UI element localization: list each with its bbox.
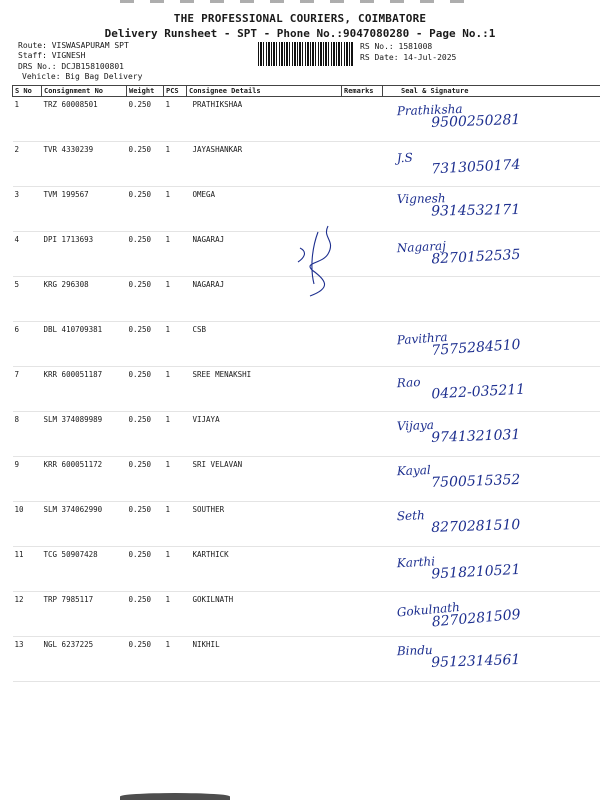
signature-phone: 9518210521 (430, 561, 521, 583)
table-row (13, 412, 600, 457)
handwritten-signature (396, 367, 600, 405)
row-weight: 0.250 (127, 142, 164, 187)
row-pcs: 1 (164, 97, 187, 142)
runsheet-subtitle: Delivery Runsheet - SPT - Phone No.:9047080280 - Page No.:1 (104, 27, 496, 40)
row-signature (383, 367, 600, 412)
handwritten-scrawl (292, 218, 342, 303)
signature-phone: 9512314561 (430, 651, 521, 671)
row-signature (383, 97, 600, 142)
row-weight: 0.250 (127, 502, 164, 547)
signature-name: Prathiksha (396, 101, 463, 119)
row-pcs: 1 (164, 502, 187, 547)
row-pcs: 1 (164, 412, 187, 457)
signature-phone: 9741321031 (430, 426, 521, 446)
row-signature (383, 637, 600, 682)
row-sno: 13 (13, 637, 42, 682)
signature-name: Seth (396, 508, 425, 524)
handwritten-signature (396, 142, 600, 180)
row-sno: 6 (13, 322, 42, 367)
signature-name: Kayal (396, 463, 431, 479)
signature-phone: 8270152535 (430, 246, 521, 268)
row-sno: 9 (13, 457, 42, 502)
row-signature (383, 322, 600, 367)
row-pcs: 1 (164, 367, 187, 412)
table-row (13, 592, 600, 637)
row-consignee: SOUTHER (187, 502, 342, 547)
col-signature: Seal & Signature (383, 86, 600, 97)
col-sno: S No (13, 86, 42, 97)
row-consignment: TVM 199567 (42, 187, 127, 232)
row-signature (383, 277, 600, 322)
row-consignee: CSB (187, 322, 342, 367)
row-consignment: TCG 50907428 (42, 547, 127, 592)
table-row (13, 97, 600, 142)
signature-phone: 0422-035211 (430, 381, 526, 403)
row-weight: 0.250 (127, 457, 164, 502)
handwritten-signature (396, 188, 600, 220)
signature-name: Vignesh (396, 191, 446, 207)
table-row (13, 502, 600, 547)
rs-number: RS No.: 1581008 (360, 42, 433, 51)
row-remarks (342, 592, 383, 637)
row-consignment: DPI 1713693 (42, 232, 127, 277)
row-remarks (342, 187, 383, 232)
row-weight: 0.250 (127, 637, 164, 682)
signature-name: Karthi (395, 554, 435, 571)
row-weight: 0.250 (127, 97, 164, 142)
row-signature (383, 142, 600, 187)
handwritten-signature (396, 412, 600, 448)
row-sno: 1 (13, 97, 42, 142)
row-consignee: PRATHIKSHAA (187, 97, 342, 142)
row-pcs: 1 (164, 637, 187, 682)
row-sno: 12 (13, 592, 42, 637)
col-pcs: PCS (164, 86, 187, 97)
row-remarks (342, 277, 383, 322)
row-consignment: SLM 374062990 (42, 502, 127, 547)
company-title: THE PROFESSIONAL COURIERS, COIMBATORE (173, 12, 427, 25)
row-pcs: 1 (164, 547, 187, 592)
row-signature (383, 187, 600, 232)
table-row (13, 367, 600, 412)
row-consignment: KRG 296308 (42, 277, 127, 322)
handwritten-signature (396, 232, 600, 270)
handwritten-signature (396, 592, 600, 634)
row-sno: 4 (13, 232, 42, 277)
col-consignee: Consignee Details (187, 86, 342, 97)
row-consignee: GOKILNATH (187, 592, 342, 637)
row-sno: 7 (13, 367, 42, 412)
signature-phone: 8270281509 (430, 606, 521, 631)
col-remarks: Remarks (342, 86, 383, 97)
handwritten-signature (396, 547, 600, 585)
table-row (13, 637, 600, 682)
row-sno: 8 (13, 412, 42, 457)
row-remarks (342, 502, 383, 547)
row-consignee: NAGARAJ (187, 232, 342, 277)
row-weight: 0.250 (127, 277, 164, 322)
row-weight: 0.250 (127, 322, 164, 367)
handwritten-signature (396, 637, 600, 673)
signature-name: Rao (395, 375, 421, 391)
row-consignment: TVR 4330239 (42, 142, 127, 187)
col-weight: Weight (127, 86, 164, 97)
row-signature (383, 232, 600, 277)
row-weight: 0.250 (127, 367, 164, 412)
row-pcs: 1 (164, 277, 187, 322)
row-consignee: SREE MENAKSHI (187, 367, 342, 412)
col-consignment: Consignment No (42, 86, 127, 97)
signature-phone: 7500515352 (430, 471, 521, 491)
barcode (258, 42, 354, 66)
row-consignment: NGL 6237225 (42, 637, 127, 682)
row-sno: 5 (13, 277, 42, 322)
row-consignment: KRR 600051187 (42, 367, 127, 412)
row-remarks (342, 367, 383, 412)
row-weight: 0.250 (127, 547, 164, 592)
delivery-table (12, 85, 600, 682)
row-consignment: KRR 600051172 (42, 457, 127, 502)
row-remarks (342, 142, 383, 187)
signature-phone: 7575284510 (430, 336, 521, 359)
row-sno: 3 (13, 187, 42, 232)
row-consignee: NAGARAJ (187, 277, 342, 322)
row-signature (383, 457, 600, 502)
rs-date: RS Date: 14-Jul-2025 (360, 53, 457, 62)
row-remarks (342, 547, 383, 592)
row-remarks (342, 412, 383, 457)
handwritten-signature (396, 502, 600, 538)
signature-name: Vijaya (396, 417, 434, 434)
table-row (13, 457, 600, 502)
signature-name: J.S (395, 150, 413, 166)
row-remarks (342, 232, 383, 277)
signature-phone: 9500250281 (430, 111, 521, 131)
row-pcs: 1 (164, 142, 187, 187)
row-consignment: DBL 410709381 (42, 322, 127, 367)
row-signature (383, 412, 600, 457)
row-pcs: 1 (164, 232, 187, 277)
row-weight: 0.250 (127, 232, 164, 277)
table-row (13, 547, 600, 592)
handwritten-signature (396, 457, 600, 493)
row-consignment: TRP 7985117 (42, 592, 127, 637)
row-consignment: SLM 374089989 (42, 412, 127, 457)
route-label: Route: VISWASAPURAM SPT (18, 41, 129, 50)
signature-phone: 8270281510 (430, 516, 521, 536)
row-weight: 0.250 (127, 412, 164, 457)
row-consignee: KARTHICK (187, 547, 342, 592)
signature-phone: 7313050174 (430, 156, 521, 178)
bottom-mark (120, 793, 230, 800)
row-pcs: 1 (164, 187, 187, 232)
row-sno: 11 (13, 547, 42, 592)
handwritten-signature (396, 322, 600, 362)
row-consignee: VIJAYA (187, 412, 342, 457)
row-consignee: OMEGA (187, 187, 342, 232)
row-consignee: NIKHIL (187, 637, 342, 682)
row-remarks (342, 637, 383, 682)
row-pcs: 1 (164, 592, 187, 637)
row-signature (383, 592, 600, 637)
signature-phone: 9314532171 (430, 201, 520, 220)
row-remarks (342, 457, 383, 502)
vehicle-label: Vehicle: Big Bag Delivery (22, 72, 143, 81)
row-signature (383, 547, 600, 592)
row-remarks (342, 322, 383, 367)
row-sno: 2 (13, 142, 42, 187)
signature-name: Gokulnath (395, 600, 460, 620)
signature-name: Nagaraj (395, 238, 446, 256)
signature-name: Bindu (396, 642, 433, 659)
row-weight: 0.250 (127, 187, 164, 232)
staff-label: Staff: VIGNESH (18, 51, 86, 60)
table-header-row (13, 86, 600, 97)
row-sno: 10 (13, 502, 42, 547)
torn-top-edge (120, 0, 480, 3)
table-row (13, 142, 600, 187)
row-pcs: 1 (164, 322, 187, 367)
handwritten-signature (396, 97, 600, 133)
row-weight: 0.250 (127, 592, 164, 637)
row-signature (383, 502, 600, 547)
drs-number: DRS No.: DCJB158100801 (18, 62, 124, 71)
row-remarks (342, 97, 383, 142)
row-consignee: JAYASHANKAR (187, 142, 342, 187)
row-consignment: TRZ 60008501 (42, 97, 127, 142)
signature-name: Pavithra (395, 329, 448, 348)
row-pcs: 1 (164, 457, 187, 502)
row-consignee: SRI VELAVAN (187, 457, 342, 502)
table-row (13, 322, 600, 367)
